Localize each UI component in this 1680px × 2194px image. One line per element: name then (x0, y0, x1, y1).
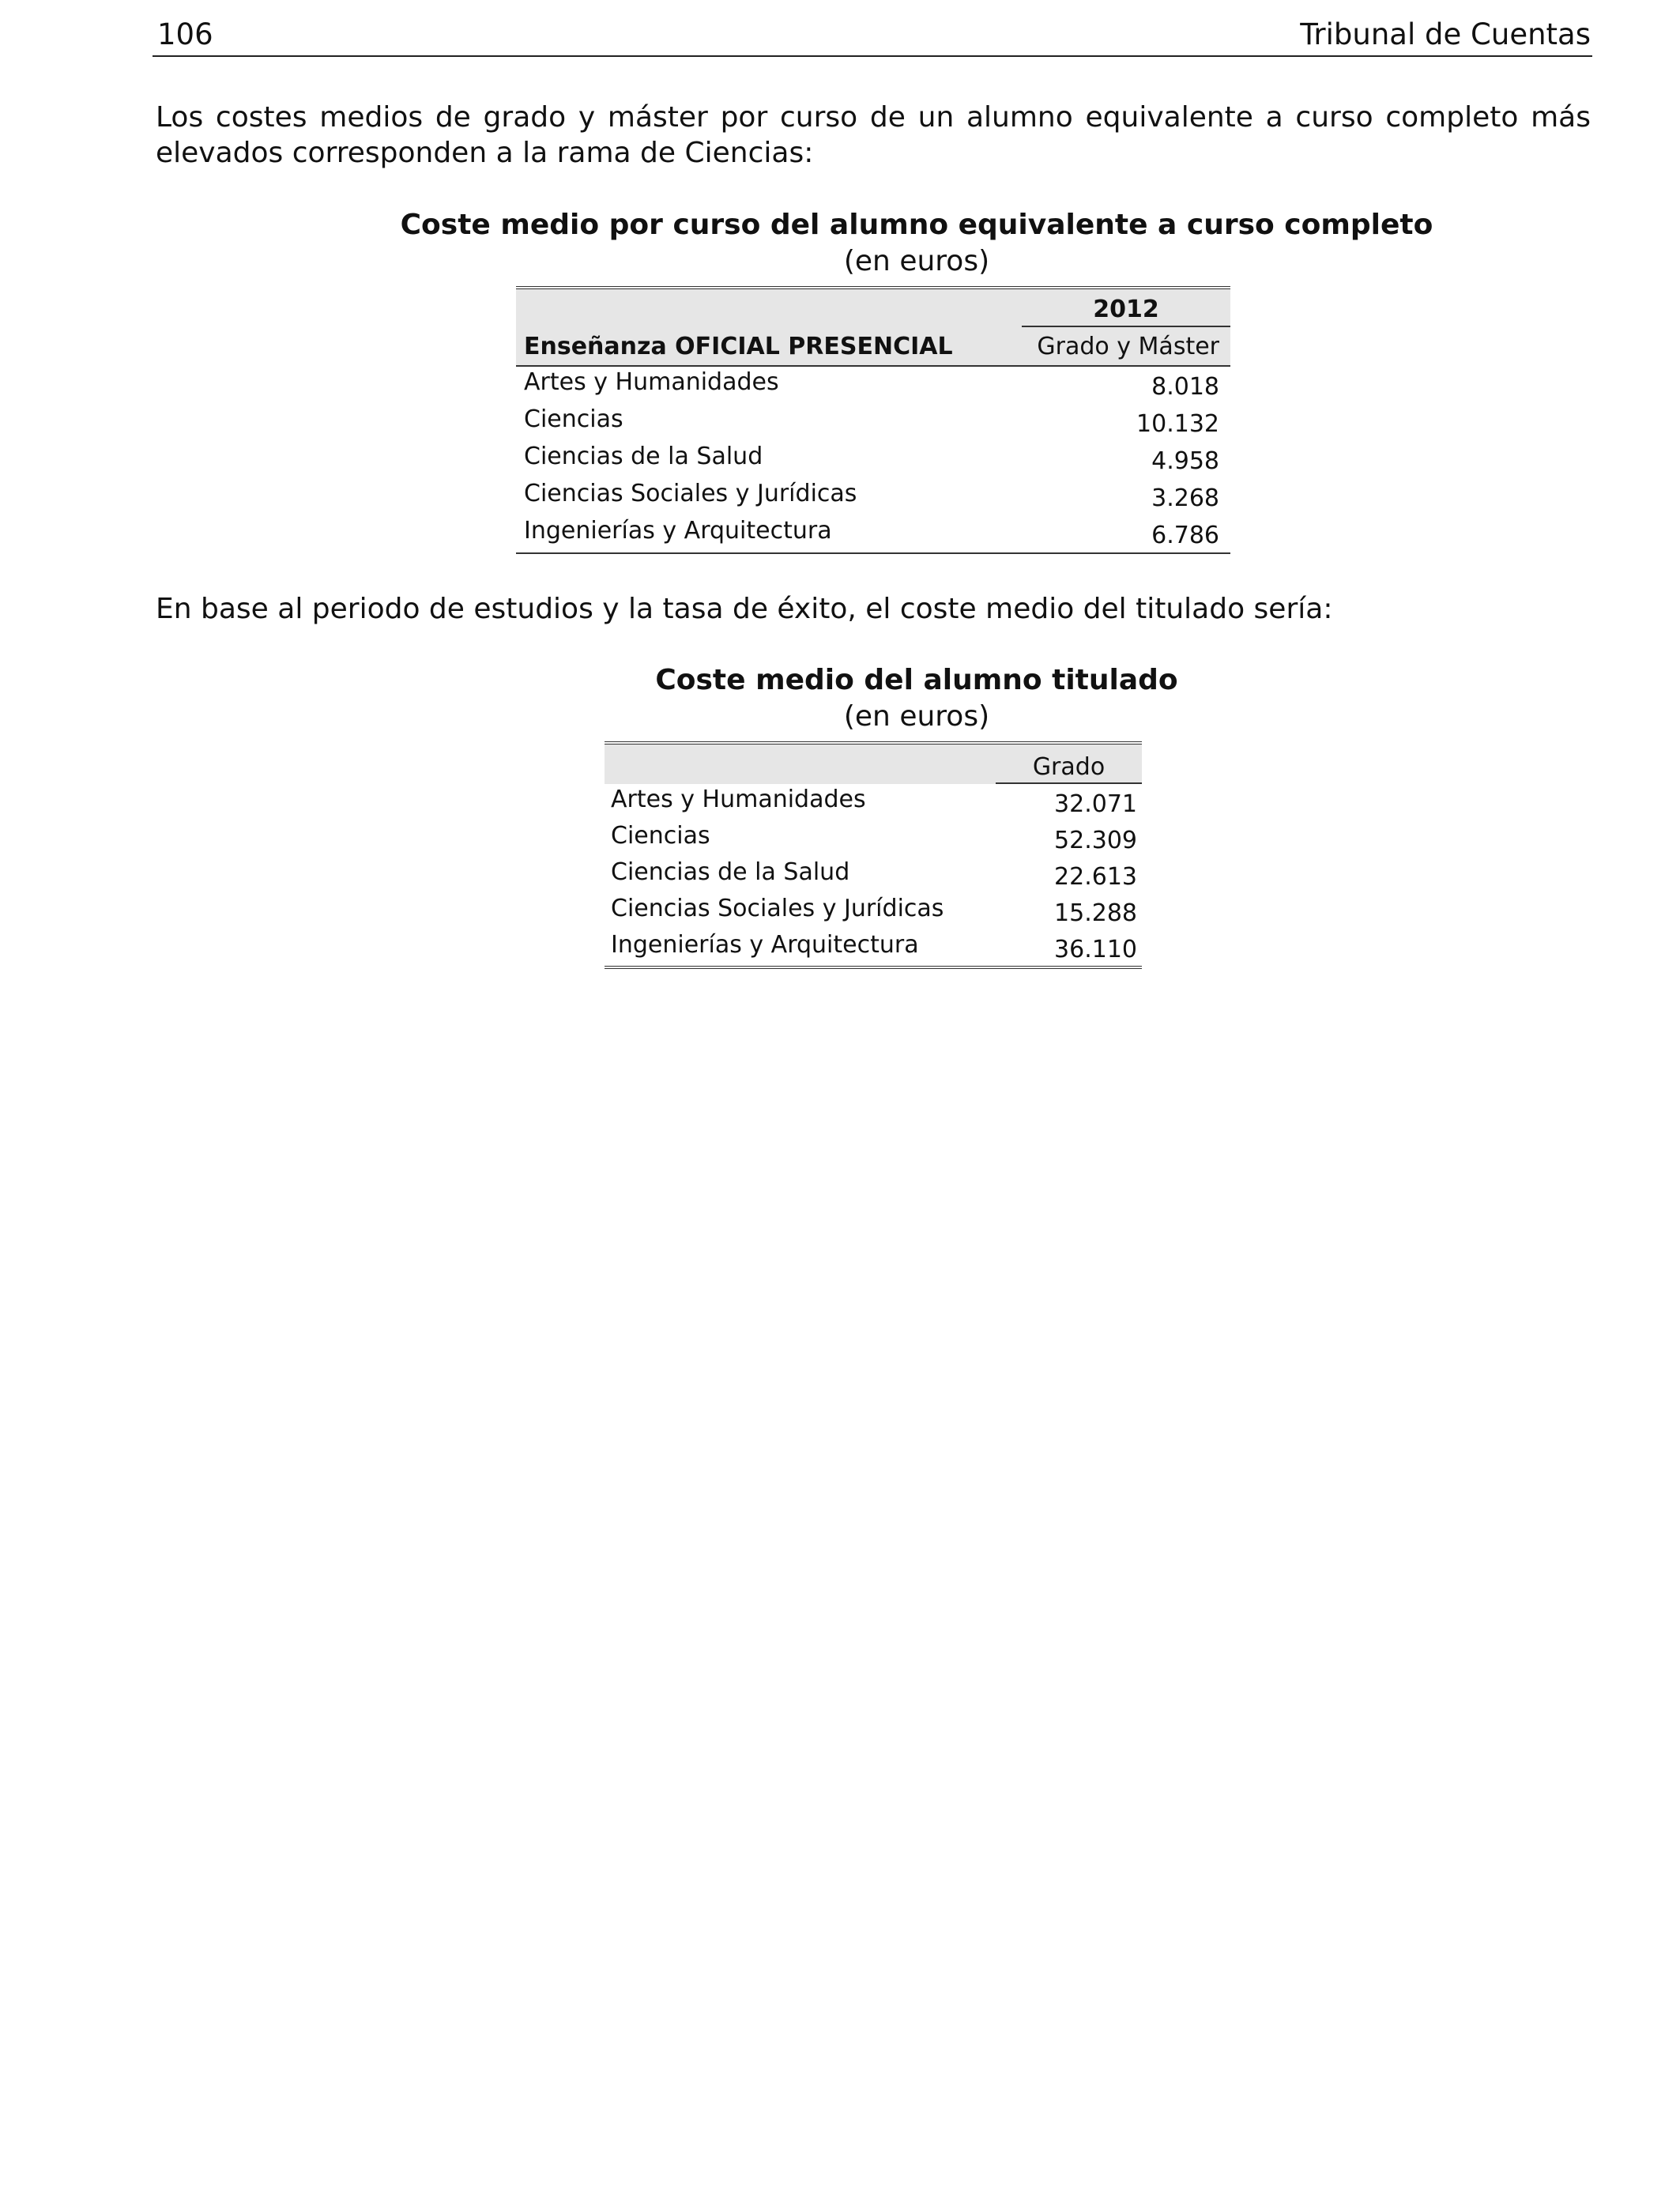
row-value: 15.288 (1054, 899, 1137, 927)
table2-title: Coste medio del alumno titulado (655, 664, 1178, 696)
row-label: Ingenierías y Arquitectura (524, 517, 832, 545)
table-row (605, 784, 1142, 820)
table-row (605, 893, 1142, 929)
table1-year-row (516, 289, 1230, 327)
running-head: Tribunal de Cuentas (1300, 17, 1591, 51)
table-row (516, 367, 1230, 404)
cost-per-course-table (516, 286, 1230, 554)
page-header (153, 14, 1592, 57)
row-label: Artes y Humanidades (611, 786, 866, 813)
page-number: 106 (157, 17, 213, 51)
row-label: Ciencias (524, 405, 623, 433)
row-value: 3.268 (1151, 484, 1219, 512)
row-value: 52.309 (1054, 827, 1137, 854)
intro-paragraph: Los costes medios de grado y máster por curso de un alumno equivalente a curso completo más elevados corresponden a la rama de Ciencias: (156, 101, 1591, 169)
table-row (516, 404, 1230, 441)
table2-header-row (605, 745, 1142, 784)
graduate-cost-table (605, 741, 1142, 969)
row-label: Artes y Humanidades (524, 368, 779, 396)
row-label: Ciencias (611, 822, 710, 850)
table2-column-header: Grado (1032, 753, 1106, 781)
table-row (516, 515, 1230, 552)
table1-subtitle: (en euros) (843, 245, 990, 277)
table1-bottom-rule (516, 552, 1230, 554)
table2-subtitle: (en euros) (843, 700, 990, 733)
row-label: Ciencias Sociales y Jurídicas (524, 480, 857, 507)
row-value: 10.132 (1136, 410, 1219, 438)
table1-header-row (516, 327, 1230, 367)
row-value: 4.958 (1151, 447, 1219, 475)
table-row (516, 441, 1230, 478)
row-label: Ciencias de la Salud (524, 443, 763, 470)
table1-caption (284, 207, 1549, 280)
row-label: Ingenierías y Arquitectura (611, 931, 919, 959)
table2-bottom-rule (605, 966, 1142, 969)
table2-caption (522, 662, 1312, 735)
row-label: Ciencias de la Salud (611, 858, 850, 886)
row-label: Ciencias Sociales y Jurídicas (611, 895, 944, 922)
table1-title: Coste medio por curso del alumno equivalente a curso completo (400, 209, 1433, 241)
table-row (516, 478, 1230, 515)
row-value: 32.071 (1054, 790, 1137, 818)
row-value: 22.613 (1054, 863, 1137, 891)
table1-year: 2012 (1093, 296, 1159, 323)
table-row (605, 820, 1142, 857)
row-value: 36.110 (1054, 936, 1137, 963)
table-row (605, 857, 1142, 893)
table-row (605, 929, 1142, 966)
table1-row-header: Enseñanza OFICIAL PRESENCIAL (524, 333, 953, 360)
row-value: 6.786 (1151, 522, 1219, 549)
table1-column-header: Grado y Máster (1037, 333, 1219, 360)
transition-paragraph: En base al periodo de estudios y la tasa de éxito, el coste medio del titulado sería: (156, 593, 1333, 625)
row-value: 8.018 (1151, 373, 1219, 401)
